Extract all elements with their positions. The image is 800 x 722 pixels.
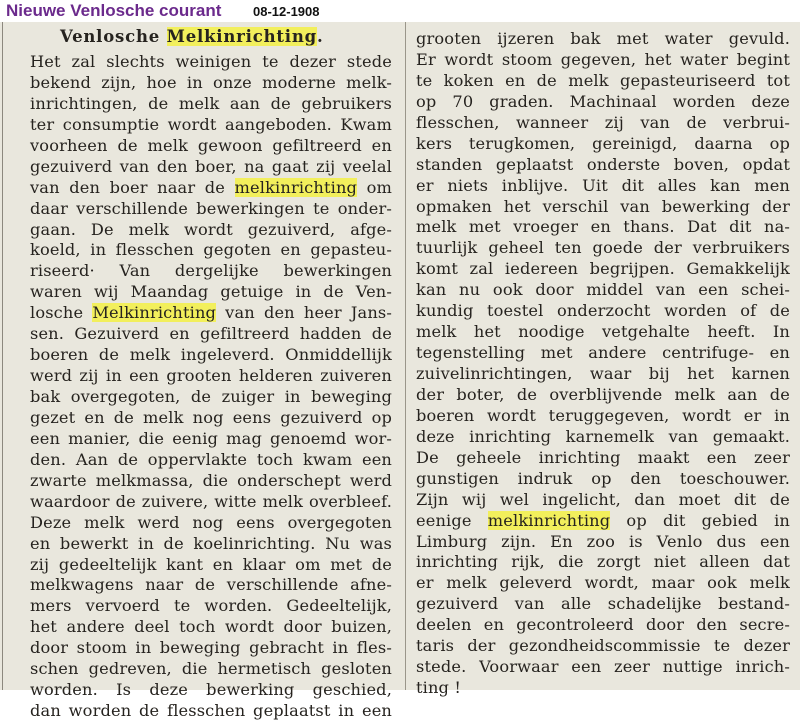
text-line: melk met vroeger en thans. Dat dit na- bbox=[416, 217, 790, 237]
text-line: koeld, in flesschen gegoten en gepasteu- bbox=[30, 240, 392, 260]
text-line: ter consumptie wordt aangeboden. Kwam bbox=[30, 114, 392, 134]
text-line: ting ! bbox=[416, 678, 462, 698]
text-segment: van den heer Jans- bbox=[216, 303, 392, 323]
text-line: gezuiverd van alle schadelijke bestand- bbox=[416, 594, 790, 614]
text-line: riseerd· Van dergelijke bewerkingen bbox=[30, 261, 392, 281]
text-line: waardoor de zuivere, witte melk overbleef. bbox=[30, 491, 392, 511]
text-line: schen gedreven, die hermetisch gesloten bbox=[30, 659, 392, 679]
text-line: een manier, die eenig mag genoemd wor- bbox=[30, 428, 392, 448]
text-line: dan worden de flesschen geplaatst in een bbox=[30, 701, 392, 721]
text-line: taris der gezondheidscommissie te dezer bbox=[416, 636, 790, 656]
article-title-post: . bbox=[317, 27, 324, 46]
text-line: melkwagens naar de verschillende afne- bbox=[30, 575, 392, 595]
text-segment: om bbox=[357, 177, 392, 197]
text-segment: losche bbox=[30, 303, 93, 323]
newspaper-name: Nieuwe Venlosche courant bbox=[6, 1, 222, 20]
text-line: Er wordt stoom gegeven, het water begint bbox=[416, 49, 790, 69]
text-line: werd zij in een grooten helderen zuiveren bbox=[30, 366, 392, 386]
text-line: zij gedeeltelijk kant en klaar om met de bbox=[30, 554, 392, 574]
article-column-right bbox=[416, 29, 790, 699]
text-line: te koken en de melk gepasteuriseerd tot bbox=[416, 70, 790, 90]
text-line: en bewerkt in de koelinrichting. Nu was bbox=[30, 533, 392, 553]
text-line: tegenstelling met andere centrifuge- en bbox=[416, 343, 790, 363]
text-line: inrichting rijk, die zorgt niet alleen dat bbox=[416, 552, 790, 572]
highlighted-term: Melkinrichting bbox=[92, 303, 217, 323]
text-line: zuivelinrichtingen, waar bij het karnen bbox=[416, 364, 790, 383]
text-line: De geheele inrichting maakt een zeer bbox=[416, 447, 790, 467]
text-line: inrichtingen, de melk aan de gebruikers bbox=[30, 93, 392, 113]
text-line: den. Aan de oppervlakte toch kwam een bbox=[30, 449, 392, 469]
text-line: op 70 graden. Machinaal worden deze bbox=[416, 91, 790, 111]
text-line: deelen en gecontroleerd door den secre- bbox=[416, 615, 790, 635]
text-line: komt zal iedereen begrijpen. Gemakkelijk bbox=[416, 259, 790, 279]
text-line: boeren wordt teruggegeven, wordt er in bbox=[416, 405, 790, 425]
text-line: waren wij Maandag getuige in de Ven- bbox=[30, 282, 392, 302]
text-line: gezet en de melk nog eens gezuiverd op bbox=[30, 407, 392, 427]
text-line: het andere deel toch wordt door buizen, bbox=[30, 617, 392, 637]
text-line: Zijn wij wel ingelicht, dan moet dit de bbox=[416, 489, 790, 509]
text-line: Limburg zijn. En zoo is Venlo dus een bbox=[416, 531, 790, 551]
text-line: zwarte melkmassa, die onderschept werd bbox=[30, 470, 392, 490]
text-line: standen geplaatst onderste boven, opdat bbox=[416, 154, 790, 174]
text-line: gunstigen indruk op den toeschouwer. bbox=[416, 468, 790, 488]
text-line: gezuiverd van den boer, na gaat zij veelal bbox=[30, 156, 392, 176]
text-line: voorheen de melk gewoon gefiltreerd en bbox=[30, 135, 392, 155]
newspaper-scan bbox=[0, 22, 800, 721]
text-line: mers vervoerd te worden. Gedeeltelijk, bbox=[30, 596, 392, 616]
highlighted-term: melkinrichting bbox=[487, 510, 611, 530]
publication-date: 08-12-1908 bbox=[253, 4, 320, 19]
text-line: deze inrichting karnemelk van gemaakt. bbox=[416, 426, 790, 446]
text-line: grooten ijzeren bak met water gevuld. bbox=[416, 29, 790, 48]
page-edge-line bbox=[2, 22, 3, 690]
text-line: kers terugkomen, gereinigd, daarna op bbox=[416, 133, 790, 153]
text-line: er niets inblijve. Uit dit alles kan men bbox=[416, 175, 790, 195]
text-line: boeren de melk ingeleverd. Onmiddellijk bbox=[30, 345, 392, 365]
text-line: stede. Voorwaar een zeer nuttige inrich- bbox=[416, 657, 790, 677]
text-line: gaan. De melk wordt gezuiverd, afge- bbox=[30, 219, 392, 239]
text-line: bekend zijn, hoe in onze moderne melk- bbox=[30, 72, 392, 92]
text-segment: eenige bbox=[416, 510, 488, 530]
article-title-pre: Venlosche bbox=[60, 27, 167, 46]
text-line bbox=[416, 511, 790, 532]
column-divider bbox=[405, 22, 406, 690]
text-line: kan nu ook door middel van een schei- bbox=[416, 280, 790, 300]
text-line: kundig toestel onderzocht worden of de bbox=[416, 301, 790, 321]
text-line: sen. Gezuiverd en gefiltreerd hadden de bbox=[30, 324, 392, 344]
text-line: opmaken het verschil van bewerking der bbox=[416, 196, 790, 216]
text-line: daar verschillende bewerkingen te onder- bbox=[30, 198, 392, 218]
clipping-header bbox=[0, 0, 800, 22]
text-line: door stoom in beweging gebracht in fles- bbox=[30, 638, 392, 658]
text-line bbox=[30, 303, 392, 324]
text-segment: op dit gebied in bbox=[610, 510, 791, 530]
article-title bbox=[60, 24, 324, 50]
text-line bbox=[30, 178, 392, 199]
text-line: der boter, de overblijvende melk aan de bbox=[416, 384, 790, 404]
text-line: er melk geleverd wordt, maar ook melk bbox=[416, 573, 790, 593]
text-line: tuurlijk geheel ten goede der verbruikers bbox=[416, 238, 790, 258]
text-line: Deze melk werd nog eens overgegoten bbox=[30, 512, 392, 532]
text-line: flesschen, wanneer zij van de verbrui- bbox=[416, 112, 790, 132]
article-column-left bbox=[30, 52, 392, 722]
text-segment: van den boer naar de bbox=[30, 177, 235, 197]
text-line: melk het noodige vetgehalte heeft. In bbox=[416, 322, 790, 342]
text-line: Het zal slechts weinigen te dezer stede bbox=[30, 52, 392, 71]
highlighted-term: melkinrichting bbox=[234, 177, 358, 197]
text-line: bak overgegoten, de zuiger in beweging bbox=[30, 387, 392, 406]
article-title-highlight: Melkinrichting bbox=[166, 27, 317, 46]
text-line: worden. Is deze bewerking geschied, bbox=[30, 680, 392, 700]
